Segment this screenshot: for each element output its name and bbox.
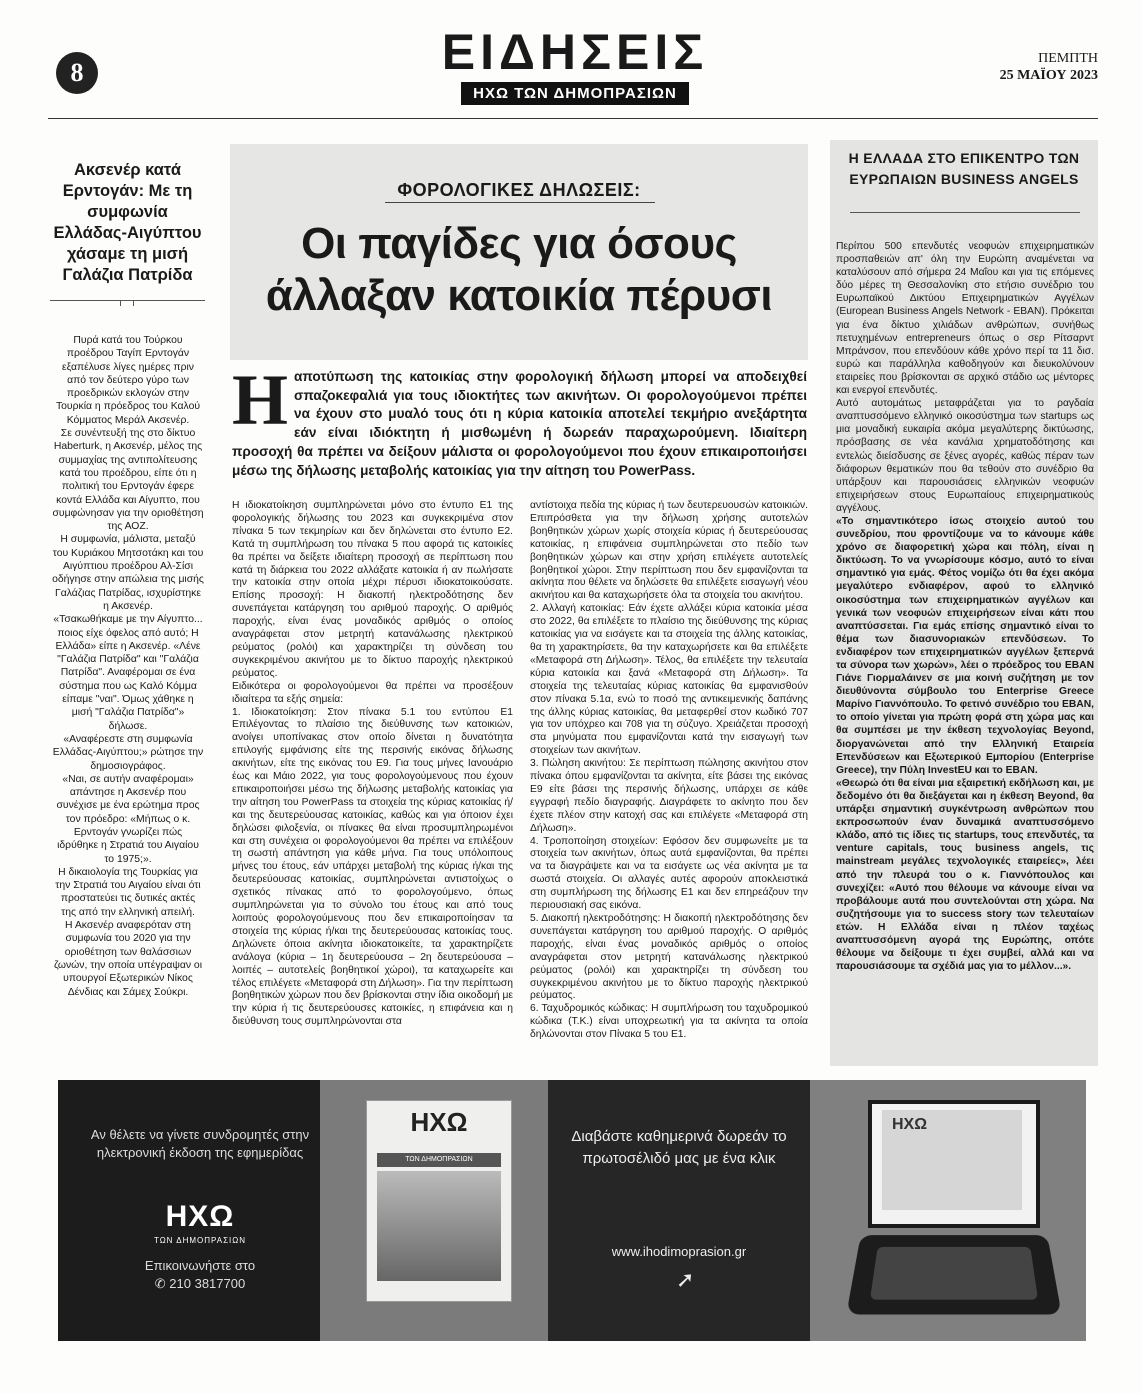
- left-body: [52, 334, 204, 999]
- article-paragraph: 4. Τροποποίηση στοιχείων: Εφόσον δεν συμφωνείτε με τα στοιχεία των ακινήτων, όπως αυτά εμφανίζονται, θα πρέπει να τα διαγράψετε και να τα εισάγετε ως νέα ακίνητα με τα σωστά στοιχεία. Οι αλλαγές αυτές αφορούν αποκλειστικά στη συμπλήρωση της δήλωσης Ε1 και δεν επηρεάζουν την περιουσιακή σας εικόνα.: [530, 835, 808, 912]
- sidebar-paragraph: Περίπου 500 επενδυτές νεοφυών επιχειρηματικών προσπαθειών απ' όλη την Ευρώπη αναμένεται να καταλύσουν από σήμερα 24 Μαΐου και για τις επόμενες δύο μέρες τη Θεσσαλονίκη στο ετήσιο συνέδριο του Ευρωπαϊκού Δικτύου Επιχειρηματικών Αγγέλων (European Business Angels Network - EBAN). Πρόκειται για ένα δίκτυο χιλιάδων ανθρώπων, συνήθως πετυχημένων entrepreneurs όπως ο σερ Ρίτσαρντ Μπράνσον, που επενδύουν κάθε χρόνο περί τα 11 δισ. ευρώ και παράλληλα καθοδηγούν και διευκολύνουν εταιρείες που βρίσκονται σε αρχικό στάδιο ως μέντορες και ενεργοί επενδυτές.: [836, 241, 1094, 397]
- article-paragraph: Η ιδιοκατοίκηση συμπληρώνεται μόνο στο έντυπο Ε1 της φορολογικής δήλωσης του 2023 και συγκεκριμένα στον πίνακα 5 των τεκμηρίων και δεν δηλώνεται στο έντυπο Ε2. Κατά τη συμπλήρωση του πίνακα 5 που αφορά τις κατοικίες θα πρέπει να δείξετε ιδιαίτερη προσοχή σε περίπτωση που κατά τη διάρκεια του 2022 αλλάξατε κατοικία ή αν πωλήσατε την κατοικία στην οποία μέχρι πέρυσι ιδιοκατοικούσατε. Επίσης προσοχή: Η διακοπή ηλεκτροδότησης δεν συνεπάγεται κατάργηση του αριθμού παροχής. Ο αριθμός παροχής, είναι ένας μοναδικός αριθμός ο οποίος αναγράφεται στον μετρητή κατανάλωσης ηλεκτρικού ρεύματος (ρολόι) και χαρακτηρίζει τη σύνδεση του συγκεκριμένου ακινήτου με το δίκτυο παροχής ηλεκτρικού ρεύματος.: [232, 500, 513, 679]
- article-paragraph: 5. Διακοπή ηλεκτροδότησης: Η διακοπή ηλεκτροδότησης δεν συνεπάγεται κατάργηση του αριθμού παροχής. Ο αριθμός παροχής, είναι ένας μοναδικός αριθμός ο οποίος αναγράφεται στον μετρητή κατανάλωσης ηλεκτρικού ρεύματος (ρολόι) και χαρακτηρίζει τη σύνδεση του συγκεκριμένου ακινήτου με το δίκτυο παροχής ηλεκτρικού ρεύματος.: [530, 913, 808, 1002]
- laptop-ad: [810, 1080, 1086, 1341]
- article-paragraph: 3. Πώληση ακινήτου: Σε περίπτωση πώλησης ακινήτου στον πίνακα όπου εμφανίζονται τα ακίνητα, είτε βάσει της εικόνας Ε9 είτε βάσει της περσινής δήλωσης, υπάρχει σε κάθε εγγραφή πεδίο διαγραφής. Διαγράφετε το ακίνητο που δεν έχετε πλέον στην κατοχή σας και επιλέγετε «Μεταφορά στη Δήλωση».: [530, 758, 808, 834]
- left-article: [50, 160, 205, 310]
- article-paragraph: Ειδικότερα οι φορολογούμενοι θα πρέπει να προσέξουν ιδιαίτερα τα εξής σημεία:: [232, 680, 513, 705]
- date-block: [1000, 50, 1098, 84]
- header-divider: [48, 118, 1098, 119]
- left-divider: [50, 300, 205, 310]
- phone-number[interactable]: [58, 1276, 342, 1292]
- sidebar-divider: [850, 212, 1080, 213]
- lead-text: αποτύπωση της κατοικίας στην φορολογική δήλωση μπορεί να αποδειχθεί σπαζοκεφαλιά για τους ιδιοκτήτες των ακινήτων. Οι φορολογούμενοι πρέπει να έχουν στο μυαλό τους ότι η κύρια κατοικία αποτελεί τεκμήριο ανεξάρτητα εάν είναι ιδιόκτητη ή μισθωμένη ή δωρεάν παραχωρούμενη. Ιδιαίτερη προσοχή θα πρέπει να δείξουν μάλιστα οι φορολογούμενοι που έχουν επικαιροποιήσει μέσω της δήλωσης μεταβολής κατοικίας για την αίτηση του PowerPass.: [232, 369, 807, 478]
- sidebar-body: [836, 240, 1094, 973]
- article-lead: [232, 360, 807, 480]
- article-column-2: [530, 500, 808, 1042]
- kicker-underline: [385, 202, 655, 203]
- article-paragraph: 2. Αλλαγή κατοικίας: Εάν έχετε αλλάξει κύρια κατοικία μέσα στο 2022, θα επιλέξετε το πλαίσιο της διεύθυνσης της κύριας κατοικίας για να εισάγετε και τα στοιχεία της άλλης κατοικίας, θα τη χαρακτηρίσετε, θα την καταχωρήσετε και θα επιλέξετε «Μεταφορά στη Δήλωση». Τέλος, θα επιλέξετε την τελευταία κύρια κατοικία και ξανά «Μεταφορά στη Δήλωση». Τα στοιχεία της τελευταίας κύριας κατοικίας θα εμφανισθούν στον πίνακα 5.1α, ενώ το ποσό της αντικειμενικής δαπάνης της άλλης κύριας κατοικίας, θα μεταφερθεί στον κωδικό 707 για τον υπόχρεο και 708 για τη σύζυγο. Χρειάζεται προσοχή στα μηνύματα που εμφανίζονται κατά την εισαγωγή των στοιχείων των ακινήτων.: [530, 603, 808, 757]
- left-paragraph: «Αναφέρεστε στη συμφωνία Ελλάδας-Αιγύπτου;» ρώτησε την δημοσιογράφος.: [52, 733, 204, 772]
- sidebar-paragraph: «Το σημαντικότερο ίσως στοιχείο αυτού του συνεδρίου, που φροντίζουμε να το κάνουμε κάθε χρόνο σε διαφορετική χώρα και πόλη, είναι η δικτύωση. Το να γνωρίσουμε κόσμο, αυτό το είναι σημαντικό για εμάς. Φέτος νομίζω ότι θα έχει ακόμα μεγαλύτερο ενδιαφέρον, αφού το ελληνικό οικοσύστημα των επιχειρηματικών αγγέλων και γενικά των νεοφυών επιχειρήσεων είναι κάτι που αναπτύσσεται. Για εμάς επίσης σημαντικό είναι το θέμα των διασυνοριακών επενδύσεων. Το ενδιαφέρον των επιχειρηματικών αγγέλων ξεπερνά τα σύνορα των χωρών», λέει ο πρόεδρος του EBAN Γιάνε Γιορμαλάινεν σε μια κοινή συζήτηση με τον διευθύνοντα σύμβουλο του Enterprise Greece Μαρίνο Γιαννόπουλο. Το φετινό συνέδριο του EBAN, το οποίο γίνεται για πρώτη φορά στη χώρα μας και θα συμπέσει με την έκθεση τεχνολογίας Beyond, διοργανώνεται από την Ελληνική Εταιρεία Επενδύσεων και Εξωτερικού Εμπορίου (Enterprise Greece), την Πύλη InvestEU και το EBAN.: [836, 515, 1094, 776]
- article-paragraph: αντίστοιχα πεδία της κύριας ή των δευτερευουσών κατοικιών. Επιπρόσθετα για την δήλωση χρήσης αυτοτελών βοηθητικών χώρων χωρίς στοιχεία κύριας ή δευτερεύουσας κατοικίας, η επιφάνεια συμπληρώνεται στο πεδίο των βοηθητικών χώρων και στην χρήση επιλέγετε αυτοτελείς βοηθητικοί χώροι. Στην περίπτωση που δεν εμφανίζονται τα ακίνητα που θέλετε να δηλώσετε θα επιλέξετε εισαγωγή νέου ακινήτου και θα καταχωρήσετε όλα τα στοιχεία του ακινήτου.: [530, 500, 808, 602]
- article-headline: Οι παγίδες για όσους άλλαξαν κατοικία πέρυσι: [265, 219, 773, 320]
- sidebar-paragraph: «Θεωρώ ότι θα είναι μια εξαιρετική εκδήλωση και, με δεδομένο ότι θα διεξάγεται και η έκθεση Beyond, θα υπάρξει σημαντική συγκέντρωση ανθρώπων που εκπροσωπούν έναν δυναμικά αναπτυσσόμενο κλάδο, από τις ίδιες τις startups, τους επενδυτές, τα venture capitals, τους business angels, τις mainstream μεγάλες τεχνολογικές εταιρείες», λέει από την πλευρά του ο κ. Γιαννόπουλος και συνεχίζει: «Αυτό που θέλουμε να κάνουμε είναι να προβάλουμε αυτά που συντελούνται στη χώρα. Να συζητήσουμε για το success story των τελευταίων ετών. Η Ελλάδα είναι η πλέον ταχέως αναπτυσσόμενη αγορά της Ευρώπης, οπότε θέλουμε να δείξουμε τι έχει συμβεί, αλλά και να παρουσιάσουμε τα σχέδιά μας για το μέλλον...».: [836, 777, 1094, 973]
- subscription-ad[interactable]: [58, 1080, 342, 1341]
- article-kicker: ΦΟΡΟΛΟΓΙΚΕΣ ΔΗΛΩΣΕΙΣ:: [397, 180, 641, 200]
- logo: ΗΧΩ: [165, 1200, 235, 1233]
- drop-cap: Η: [232, 360, 289, 440]
- left-paragraph: Η συμφωνία, μάλιστα, μεταξύ του Κυριάκου Μητσοτάκη και του Αιγύπτιου προέδρου Αλ-Σίσι οδήγησε στην απώλεια της μισής Γαλάζιας Πατρίδας, ισχυρίστηκε η Ακσενέρ.: [52, 534, 204, 612]
- left-headline: Ακσενέρ κατά Ερντογάν: Με τη συμφωνία Ελλάδας-Αιγύπτου χάσαμε τη μισή Γαλάζια Πατρίδα: [53, 161, 202, 284]
- laptop-screen: [868, 1100, 1040, 1228]
- laptop-page-title: ΗΧΩ: [892, 1116, 928, 1133]
- left-paragraph: Σε συνέντευξή της στο δίκτυο Haberturk, η Ακσενέρ, μέλος της συμμαχίας της αντιπολίτευσης κατά του προέδρου, είπε ότι η πολιτική του Ερντογάν έφερε κοντά Ελλάδα και Αίγυπτο, που συμφώνησαν για την οριοθέτηση της ΑΟΖ.: [52, 428, 204, 533]
- masthead: [430, 26, 720, 105]
- newspaper-subtitle: ΤΩΝ ΔΗΜΟΠΡΑΣΙΩΝ: [377, 1153, 501, 1167]
- newspaper-image: [366, 1100, 512, 1302]
- left-paragraph: Πυρά κατά του Τούρκου προέδρου Ταγίπ Ερντογάν εξαπέλυσε λίγες ημέρες πριν από τον δεύτερο γύρο των προεδρικών εκλογών στην Τουρκία η πρόεδρος του Καλού Κόμματος Μεράλ Ακσενέρ.: [55, 335, 201, 426]
- left-paragraph: Η Ακσενέρ αναφερόταν στη συμφωνία του 2020 για την οριοθέτηση των θαλάσσιων ζωνών, την οποία υπέγραψαν οι υπουργοί Εξωτερικών Νίκος Δένδιας και Σάμεχ Σούκρι.: [53, 920, 203, 998]
- phone-value: 210 3817700: [169, 1276, 246, 1291]
- sidebar-headline: Η ΕΛΛΑΔΑ ΣΤΟ ΕΠΙΚΕΝΤΡΟ ΤΩΝ ΕΥΡΩΠΑΙΩΝ BUSINESS ANGELS: [848, 150, 1080, 187]
- sidebar-paragraph: Αυτό αυτομάτως μεταφράζεται για το ραγδαία αναπτυσσόμενο ελληνικό οικοσύστημα των startups ως μια μοναδική ευκαιρία ακόμα μεγαλύτερης δικτύωσης, πρόσβασης σε νέα κανάλια χρηματοδότησης και εντελώς διείσδυσης σε ξένες αγορές, καθώς πέραν των διάφορων θεματικών που θα τεθούν στο συνέδριο θα υπάρξουν και παρουσιάσεις ελληνικών νεοφυών επιχειρήσεων στους Ευρωπαίους επιχειρηματικούς αγγέλους.: [836, 398, 1094, 514]
- logo-subtitle: ΤΩΝ ΔΗΜΟΠΡΑΣΙΩΝ: [153, 1236, 247, 1245]
- laptop-page: [882, 1110, 1022, 1210]
- left-paragraph: «Τσακωθήκαμε με την Αίγυπτο... ποιος είχε όφελος από αυτό; Η Ελλάδα» είπε η Ακσενέρ. «Λένε "Γαλάζια Πατρίδα" και "Γαλάζια Πατρίδα". Αναφέρομαι σε ένα σύστημα που ως Καλό Κόμμα είπαμε "ναι". Όμως χάθηκε η μισή "Γαλάζια Πατρίδα"» δήλωσε.: [53, 614, 203, 732]
- newspaper-title: ΗΧΩ: [410, 1107, 468, 1137]
- read-online-ad[interactable]: [548, 1080, 810, 1341]
- phone-icon: ✆: [154, 1276, 170, 1291]
- article-paragraph: 1. Ιδιοκατοίκηση: Στον πίνακα 5.1 του εντύπου Ε1 Επιλέγοντας το πλαίσιο της διεύθυνσης των κατοικιών, ανοίγει υποπίνακας στον οποίο δίνεται η δυνατότητα επιλογής εμφάνισης είτε της περσινής εικόνας δήλωσης ακινήτων, είτε της εικόνας του Ε9. Για τους μήνες Ιανουάριο έως και Μάιο 2022, για τους φορολογούμενους που έχουν επικαιροποιήσει μέσω της δήλωσης μεταβολής κατοικίας για την αίτηση του PowerPass τα στοιχεία της κύριας κατοικίας ή/και της δευτερεύουσας κατοικίας, καθώς και για όποιον έχει δηλώσει φιλοξενία, οι πίνακες θα είναι προσυμπληρωμένοι και στη συνέχεια οι φορολογούμενοι θα πρέπει να επιλέξουν τη σωστή απάντηση για κάθε μήνα. Για τους υπόλοιπους μήνες του έτους, εάν υπάρχει μεταβολή της κύριας ή/και της δευτερεύουσας κατοικίας, συμπληρώνεται αντιστοίχως ο σχετικός πίνακας από το φορολογούμενο, όπως συμπληρώνεται για το σύνολο του έτους και από τους λοιπούς φορολογούμενους που δεν επικαιροποίησαν τα στοιχεία της κύριας ή/και της δευτερεύουσας κατοικίας τους. Δηλώνετε όποια ακίνητα ιδιοκατοικείτε, τα χαρακτηρίζετε ανάλογα (κύρια – 1η δευτερεύουσα – 2η δευτερεύουσα – λοιπές – αυτοτελείς βοηθητικοί χώροι), τα καταχωρείτε και τέλος επιλέγετε «Μεταφορά στη Δήλωση». Για την περίπτωση βοηθητικών χώρων που δεν βρίσκονται στην ίδια οικοδομή με την κύρια ή τις δευτερεύουσες κατοικίες, η επιφάνεια και η διεύθυνση τους συμπληρώνονται στα: [232, 706, 513, 1028]
- page-number: 8: [56, 52, 98, 94]
- article-column-1: [232, 500, 513, 1029]
- section-title: ΕΙΔΗΣΕΙΣ: [441, 24, 709, 80]
- contact-text: Επικοινωνήστε στο: [144, 1258, 256, 1273]
- article-paragraph: 6. Ταχυδρομικός κώδικας: Η συμπλήρωση του ταχυδρομικού κώδικα (Τ.Κ.) είναι υποχρεωτική για τα ακίνητα τα οποία δηλώνονται στον Πίνακα 5 του Ε1.: [530, 1003, 808, 1041]
- website-link[interactable]: www.ihodimoprasion.gr: [611, 1244, 747, 1259]
- cursor-icon: ➚: [676, 1268, 695, 1293]
- date: 25 ΜΑΪΟΥ 2023: [999, 68, 1098, 83]
- newspaper-photo: [377, 1171, 501, 1281]
- read-online-text: Διαβάστε καθημερινά δωρεάν το πρωτοσέλιδό μας με ένα κλικ: [571, 1128, 787, 1167]
- paper-name: ΗΧΩ ΤΩΝ ΔΗΜΟΠΡΑΣΙΩΝ: [461, 82, 689, 105]
- left-paragraph: «Ναι, σε αυτήν αναφέρομαι» απάντησε η Ακσενέρ που συνέχισε με ένα ερώτημα προς τον πρόεδρο: «Μήπως ο κ. Ερντογάν γνωρίζει πώς ιδρύθηκε η Στρατιά του Αιγαίου το 1975;».: [56, 773, 200, 865]
- subscription-text: Αν θέλετε να γίνετε συνδρομητές στην ηλεκτρονική έκδοση της εφημερίδας: [90, 1127, 310, 1160]
- left-paragraph: Η δικαιολογία της Τουρκίας για την Στρατιά του Αιγαίου είναι ότι προστατεύει τις δυτικές ακτές της από την ελληνική απειλή.: [55, 866, 201, 918]
- day: ΠΕΜΠΤΗ: [1038, 51, 1098, 66]
- laptop-keyboard: [846, 1235, 1061, 1314]
